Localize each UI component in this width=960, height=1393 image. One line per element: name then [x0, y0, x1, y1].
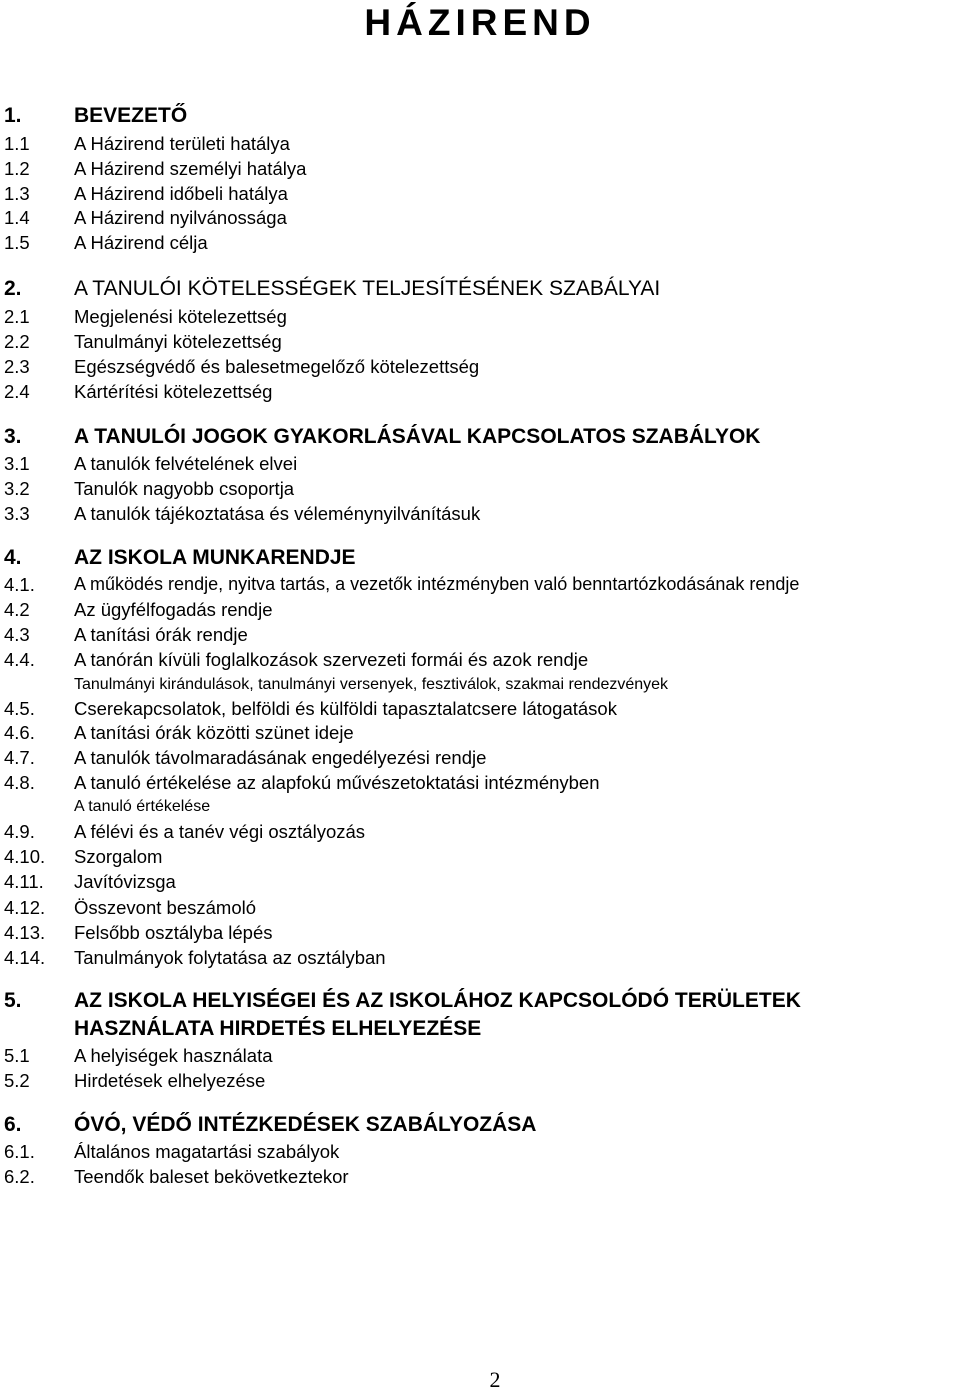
item-title: Tanulmányi kötelezettség [74, 331, 282, 352]
item-number: 6.1. [4, 1141, 35, 1162]
section-title: AZ ISKOLA MUNKARENDJE [74, 546, 356, 569]
item-title: A tanulók távolmaradásának engedélyezési rendje [74, 747, 487, 768]
item-number: 5.2 [4, 1070, 30, 1091]
item-number: 5.1 [4, 1045, 30, 1066]
item-title: Tanulmányok folytatása az osztályban [74, 947, 386, 968]
item-title: A Házirend nyilvánossága [74, 207, 287, 228]
item-title: A Házirend időbeli hatálya [74, 183, 288, 204]
section-title-line2: HASZNÁLATA HIRDETÉS ELHELYEZÉSE [74, 1017, 482, 1040]
item-number: 1.3 [4, 183, 30, 204]
item-title: Megjelenési kötelezettség [74, 306, 287, 327]
item-title: A tanórán kívüli foglalkozások szervezeti formái és azok rendje [74, 649, 589, 670]
item-number: 4.5. [4, 698, 35, 719]
item-title: A tanuló értékelése az alapfokú művészetoktatási intézményben [74, 772, 600, 793]
item-number: 4.13. [4, 922, 46, 943]
section-number: 5. [4, 989, 22, 1012]
item-title: Felsőbb osztályba lépés [74, 922, 273, 943]
page-number: 2 [489, 1367, 501, 1392]
section-title: A TANULÓI JOGOK GYAKORLÁSÁVAL KAPCSOLATOS SZABÁLYOK [74, 425, 761, 448]
item-title: A Házirend személyi hatálya [74, 158, 307, 179]
item-number: 1.2 [4, 158, 30, 179]
item-title: A tanuló értékelése [74, 798, 211, 815]
item-number: 4.4. [4, 649, 35, 670]
section-number: 2. [4, 277, 22, 300]
item-number: 4.6. [4, 722, 35, 743]
item-number: 1.4 [4, 207, 30, 228]
item-title: A helyiségek használata [74, 1045, 273, 1066]
item-title: Tanulmányi kirándulások, tanulmányi versenyek, fesztiválok, szakmai rendezvények [74, 676, 669, 693]
item-title: Összevont beszámoló [74, 897, 257, 918]
item-title: A Házirend célja [74, 232, 208, 253]
item-number: 4.10. [4, 846, 46, 867]
section-title: A TANULÓI KÖTELESSÉGEK TELJESÍTÉSÉNEK SZABÁLYAI [74, 277, 661, 300]
item-number: 4.11. [4, 871, 44, 892]
item-number: 2.1 [4, 306, 30, 327]
item-title: Tanulók nagyobb csoportja [74, 478, 295, 499]
item-number: 4.12. [4, 897, 46, 918]
item-number: 4.8. [4, 772, 35, 793]
item-title: A működés rendje, nyitva tartás, a vezetők intézményben való benntartózkodásának rendje [74, 574, 800, 594]
item-number: 4.9. [4, 821, 35, 842]
section-number: 1. [4, 104, 22, 127]
item-number: 2.4 [4, 381, 30, 402]
item-number: 4.3 [4, 624, 30, 645]
item-title: Kártérítési kötelezettség [74, 381, 273, 402]
item-number: 1.1 [4, 133, 30, 154]
section-title: AZ ISKOLA HELYISÉGEI ÉS AZ ISKOLÁHOZ KAPCSOLÓDÓ TERÜLETEK [74, 989, 801, 1012]
item-title: A tanulók felvételének elvei [74, 453, 298, 474]
item-number: 6.2. [4, 1166, 35, 1187]
item-number: 3.2 [4, 478, 30, 499]
item-number: 2.2 [4, 331, 30, 352]
section-title: ÓVÓ, VÉDŐ INTÉZKEDÉSEK SZABÁLYOZÁSA [74, 1113, 537, 1136]
item-number: 1.5 [4, 232, 30, 253]
item-number: 4.7. [4, 747, 35, 768]
section-number: 6. [4, 1113, 22, 1136]
item-number: 3.1 [4, 453, 30, 474]
section-number: 4. [4, 546, 22, 569]
section-number: 3. [4, 425, 22, 448]
item-number: 2.3 [4, 356, 30, 377]
item-title: Cserekapcsolatok, belföldi és külföldi tapasztalatcsere látogatások [74, 698, 617, 719]
item-title: Általános magatartási szabályok [74, 1141, 340, 1162]
item-title: A tanítási órák rendje [74, 624, 248, 645]
section-title: BEVEZETŐ [74, 104, 188, 127]
item-number: 4.2 [4, 599, 30, 620]
item-title: Egészségvédő és balesetmegelőző kötelezettség [74, 356, 480, 377]
item-number: 4.1. [4, 574, 35, 595]
item-title: Szorgalom [74, 846, 163, 867]
item-title: Hirdetések elhelyezése [74, 1070, 266, 1091]
item-title: A tanulók tájékoztatása és véleménynyilvánításuk [74, 503, 481, 524]
page-title: HÁZIREND [364, 2, 596, 43]
item-title: Az ügyfélfogadás rendje [74, 599, 273, 620]
item-title: A félévi és a tanév végi osztályozás [74, 821, 366, 842]
item-title: Teendők baleset bekövetkeztekor [74, 1166, 349, 1187]
item-title: A tanítási órák közötti szünet ideje [74, 722, 354, 743]
item-title: A Házirend területi hatálya [74, 133, 290, 154]
item-number: 4.14. [4, 947, 46, 968]
item-title: Javítóvizsga [74, 871, 176, 892]
item-number: 3.3 [4, 503, 30, 524]
